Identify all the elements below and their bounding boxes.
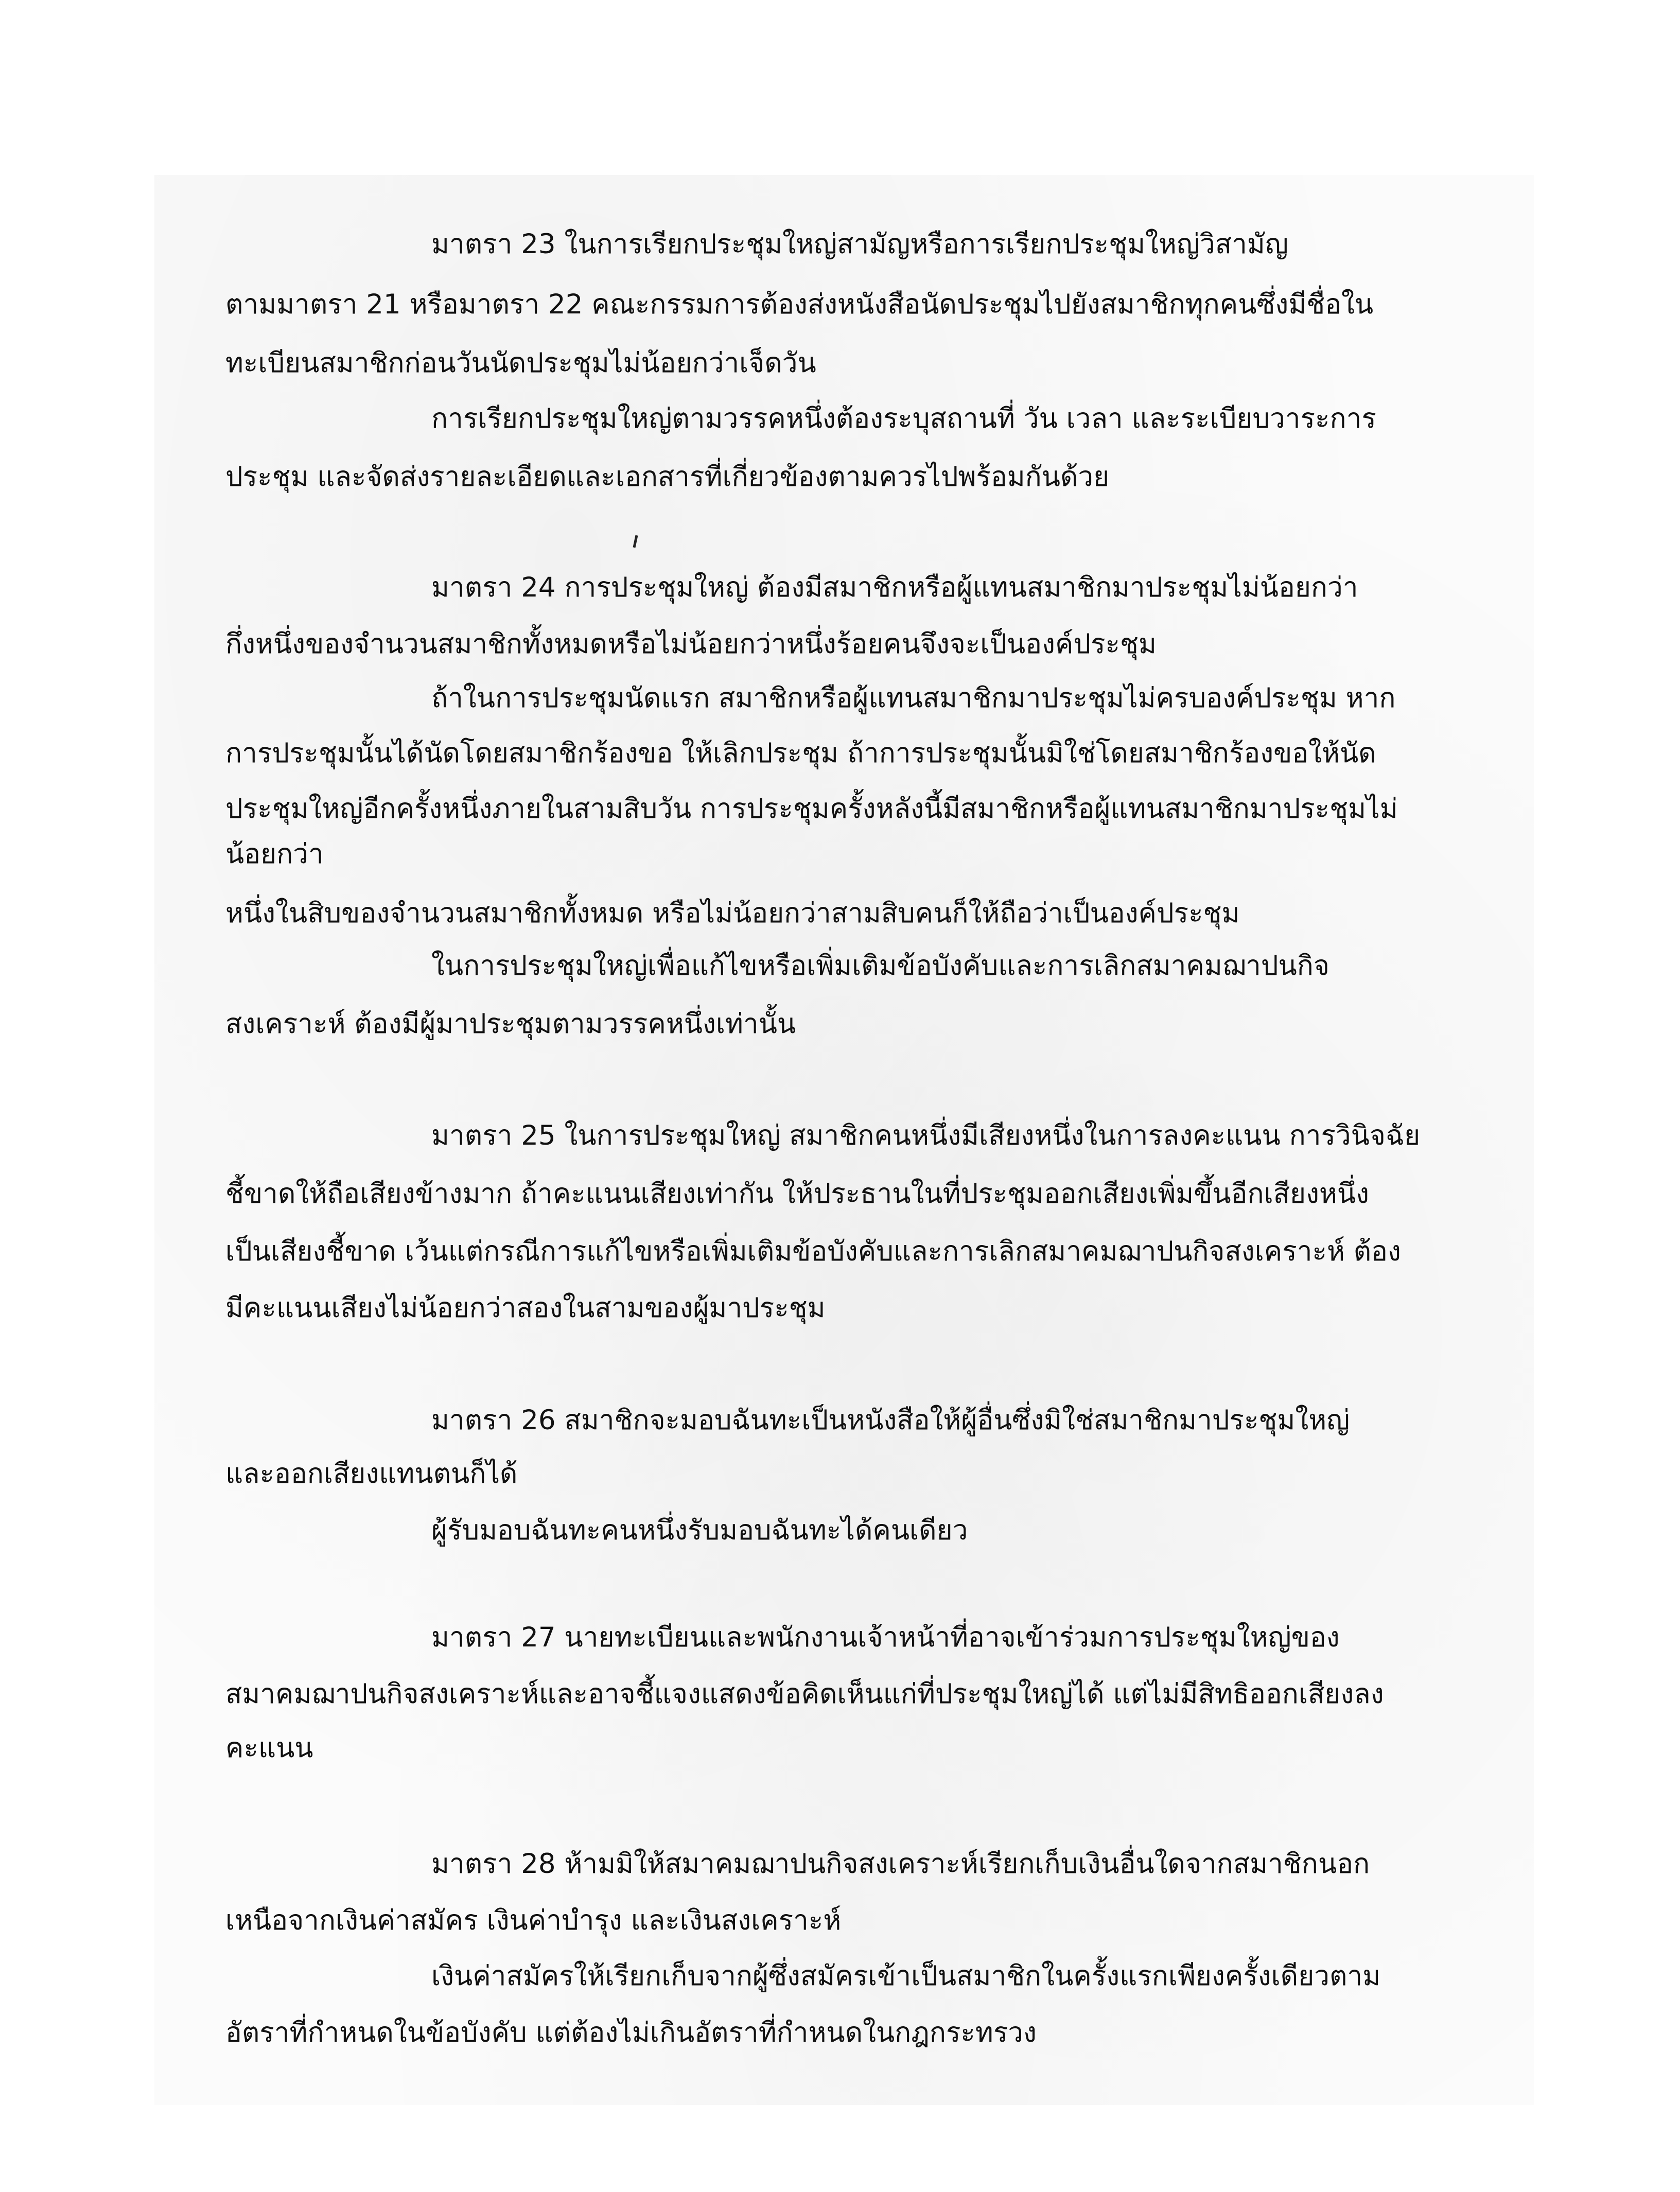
section-25-line-2: ชี้ขาดให้ถือเสียงข้างมาก ถ้าคะแนนเสียงเท่ากัน ให้ประธานในที่ประชุมออกเสียงเพิ่มขึ้นอีกเสียงหนึ่ง	[225, 1178, 1370, 1209]
section-27-line-3: คะแนน	[225, 1732, 313, 1764]
section-28-line-1: มาตรา 28 ห้ามมิให้สมาคมฌาปนกิจสงเคราะห์เรียกเก็บเงินอื่นใดจากสมาชิกนอก	[431, 1848, 1370, 1880]
section-24-line-7: หนึ่งในสิบของจำนวนสมาชิกทั้งหมด หรือไม่น้อยกว่าสามสิบคนก็ให้ถือว่าเป็นองค์ประชุม	[225, 898, 1240, 929]
section-24-line-1: มาตรา 24 การประชุมใหญ่ ต้องมีสมาชิกหรือผู้แทนสมาชิกมาประชุมไม่น้อยกว่า	[431, 572, 1358, 603]
section-28-line-2: เหนือจากเงินค่าสมัคร เงินค่าบำรุง และเงินสงเคราะห์	[225, 1905, 842, 1936]
section-26-line-3: ผู้รับมอบฉันทะคนหนึ่งรับมอบฉันทะได้คนเดียว	[431, 1515, 968, 1546]
section-28-line-4: อัตราที่กำหนดในข้อบังคับ แต่ต้องไม่เกินอัตราที่กำหนดในกฎกระทรวง	[225, 2017, 1037, 2048]
section-26-line-2: และออกเสียงแทนตนก็ได้	[225, 1458, 518, 1489]
section-24-line-6: น้อยกว่า	[225, 838, 324, 870]
section-26-line-1: มาตรา 26 สมาชิกจะมอบฉันทะเป็นหนังสือให้ผู้อื่นซึ่งมิใช่สมาชิกมาประชุมใหญ่	[431, 1405, 1350, 1436]
section-23-line-4: การเรียกประชุมใหญ่ตามวรรคหนึ่งต้องระบุสถานที่ วัน เวลา และระเบียบวาระการ	[431, 403, 1376, 434]
section-23-line-1: มาตรา 23 ในการเรียกประชุมใหญ่สามัญหรือการเรียกประชุมใหญ่วิสามัญ	[431, 229, 1288, 260]
section-24-line-5: ประชุมใหญ่อีกครั้งหนึ่งภายในสามสิบวัน การประชุมครั้งหลังนี้มีสมาชิกหรือผู้แทนสมาชิกมาประชุมไม่	[225, 793, 1398, 825]
section-23-line-3: ทะเบียนสมาชิกก่อนวันนัดประชุมไม่น้อยกว่าเจ็ดวัน	[225, 347, 816, 379]
section-24-line-3: ถ้าในการประชุมนัดแรก สมาชิกหรือผู้แทนสมาชิกมาประชุมไม่ครบองค์ประชุม หาก	[431, 682, 1396, 714]
section-24-line-8: ในการประชุมใหญ่เพื่อแก้ไขหรือเพิ่มเติมข้อบังคับและการเลิกสมาคมฌาปนกิจ	[431, 950, 1329, 981]
section-27-line-1: มาตรา 27 นายทะเบียนและพนักงานเจ้าหน้าที่อาจเข้าร่วมการประชุมใหญ่ของ	[431, 1622, 1340, 1653]
section-24-line-4: การประชุมนั้นได้นัดโดยสมาชิกร้องขอ ให้เลิกประชุม ถ้าการประชุมนั้นมิใช่โดยสมาชิกร้องขอให้นัด	[225, 738, 1376, 769]
section-25-line-3: เป็นเสียงชี้ขาด เว้นแต่กรณีการแก้ไขหรือเพิ่มเติมข้อบังคับและการเลิกสมาคมฌาปนกิจสงเคราะห์ ต้อง	[225, 1236, 1401, 1267]
section-25-line-4: มีคะแนนเสียงไม่น้อยกว่าสองในสามของผู้มาประชุม	[225, 1292, 826, 1324]
section-23-line-2: ตามมาตรา 21 หรือมาตรา 22 คณะกรรมการต้องส่งหนังสือนัดประชุมไปยังสมาชิกทุกคนซึ่งมีชื่อใน	[225, 289, 1374, 320]
section-28-line-3: เงินค่าสมัครให้เรียกเก็บจากผู้ซึ่งสมัครเข้าเป็นสมาชิกในครั้งแรกเพียงครั้งเดียวตาม	[431, 1960, 1381, 1992]
section-23-line-5: ประชุม และจัดส่งรายละเอียดและเอกสารที่เกี่ยวข้องตามควรไปพร้อมกันด้วย	[225, 461, 1110, 493]
section-24-line-9: สงเคราะห์ ต้องมีผู้มาประชุมตามวรรคหนึ่งเท่านั้น	[225, 1008, 796, 1040]
section-25-line-1: มาตรา 25 ในการประชุมใหญ่ สมาชิกคนหนึ่งมีเสียงหนึ่งในการลงคะแนน การวินิจฉัย	[431, 1120, 1421, 1151]
section-24-line-2: กึ่งหนึ่งของจำนวนสมาชิกทั้งหมดหรือไม่น้อยกว่าหนึ่งร้อยคนจึงจะเป็นองค์ประชุม	[225, 628, 1157, 660]
section-27-line-2: สมาคมฌาปนกิจสงเคราะห์และอาจชี้แจงแสดงข้อคิดเห็นแก่ที่ประชุมใหญ่ได้ แต่ไม่มีสิทธิออกเสียงลง	[225, 1678, 1384, 1710]
